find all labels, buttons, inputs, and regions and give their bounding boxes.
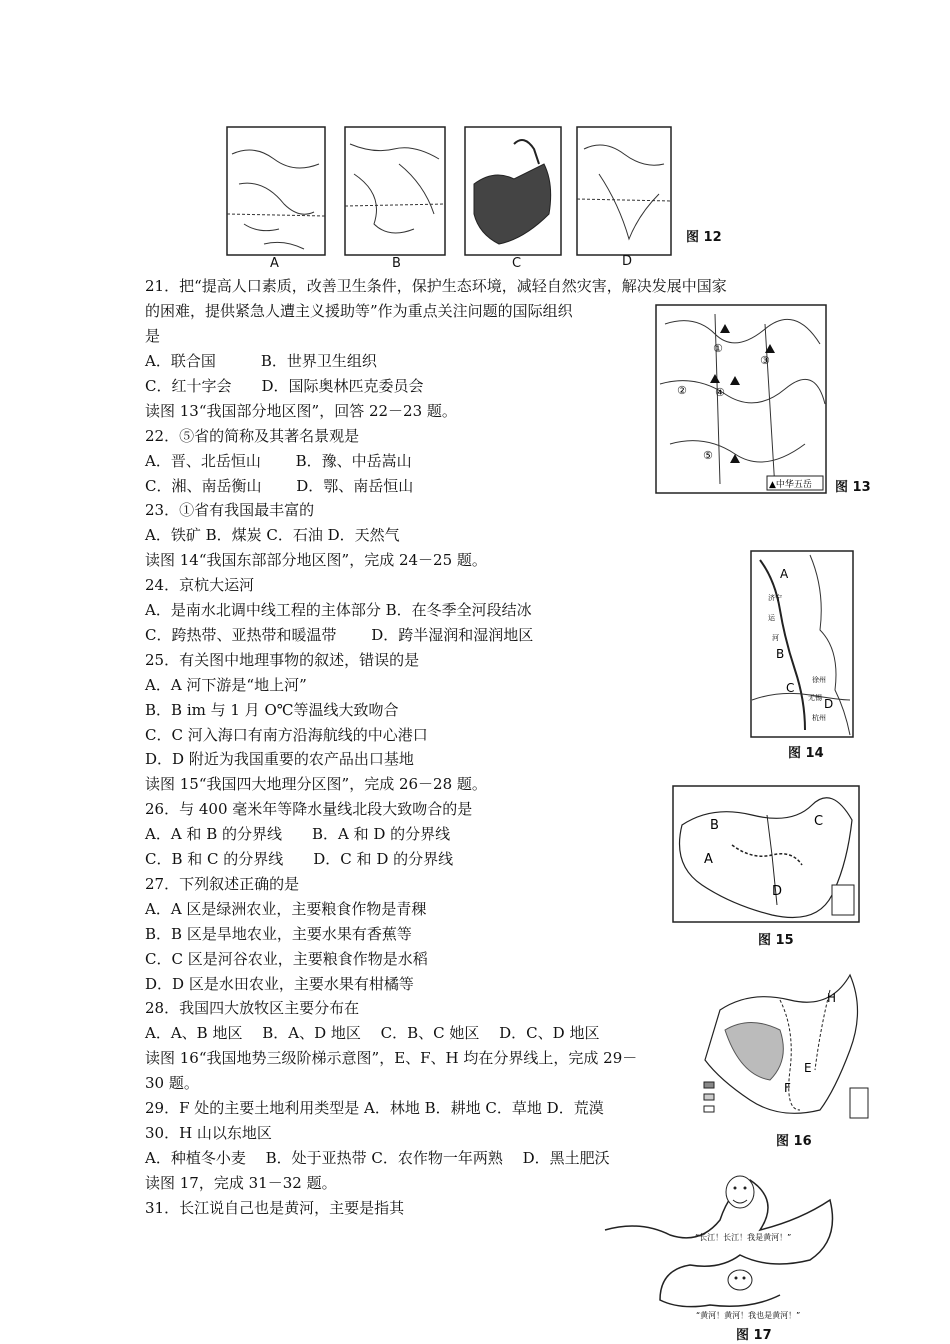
text-line-34: 29．F 处的主要土地利用类型是 A．林地 B．耕地 C．草地 D．荒漠 [145,1099,604,1117]
figure-13-num-1: ① [713,342,723,355]
figure-13-num-4: ④ [715,386,725,399]
text-line-21: 读图 15“我国四大地理分区图”，完成 26－28 题。 [145,775,487,793]
figure-12-label-a: A [270,256,279,271]
figure-14-place-wuxi: 无锡 [808,694,822,702]
text-line-37: 读图 17，完成 31－32 题。 [145,1174,337,1192]
figure-17-speech-bottom: “黄河！黄河！我也是黄河！” [696,1311,801,1320]
text-line-25: 27．下列叙述正确的是 [145,875,300,893]
figure-12-label-b: B [392,256,401,271]
figure-13-caption: 图 13 [835,480,871,495]
figure-14-place-hangzhou: 杭州 [812,714,826,722]
figure-16-caption: 图 16 [776,1134,812,1149]
text-line-07: 22．⑤省的简称及其著名景观是 [145,427,360,445]
figure-14-letter-a: A [780,567,789,581]
figure-13-num-5: ⑤ [703,449,713,462]
figure-16-map [700,970,870,1126]
text-line-17: A．A 河下游是“地上河” [145,676,307,694]
figure-13-map [655,304,827,494]
text-line-06: 读图 13“我国部分地区图”，回答 22－23 题。 [145,402,457,420]
figure-12-caption: 图 12 [686,230,722,245]
figure-14-place-he: 河 [772,634,779,642]
text-line-20: D．D 附近为我国重要的农产品出口基地 [145,750,414,768]
text-line-28: C．C 区是河谷农业，主要粮食作物是水稻 [145,950,428,968]
figure-14-place-jining: 济宁 [768,594,782,602]
text-line-32: 读图 16“我国地势三级阶梯示意图”，E、F、H 均在分界线上，完成 29－ [145,1049,638,1067]
figure-13-num-3: ③ [760,354,770,367]
text-line-05: C．红十字会 D．国际奥林匹克委员会 [145,377,424,395]
text-line-12: 读图 14“我国东部部分地区图”，完成 24－25 题。 [145,551,487,569]
text-line-19: C．C 河入海口有南方沿海航线的中心港口 [145,726,428,744]
figure-13-num-2: ② [677,384,687,397]
text-line-36: A．种植冬小麦 B．处于亚热带 C．农作物一年两熟 D．黑土肥沃 [145,1149,610,1167]
text-line-18: B．B im 与 1 月 O℃等温线大致吻合 [145,701,399,719]
text-line-22: 26．与 400 毫米年等降水量线北段大致吻合的是 [145,800,473,818]
figure-17-caption: 图 17 [736,1328,772,1343]
text-line-01: 21．把“提高人口素质，改善卫生条件，保护生态环境，减轻自然灾害，解决发展中国家 [145,277,727,295]
text-line-14: A．是南水北调中线工程的主体部分 B．在冬季全河段结冰 [145,601,532,619]
figure-16-letter-h: H [827,991,837,1005]
figure-12-maps [224,124,724,272]
figure-15-map [672,785,860,923]
figure-17-cartoon [600,1160,850,1320]
figure-15 [672,785,862,947]
figure-14-letter-d: D [824,697,834,711]
figure-15-letter-d: D [772,884,783,899]
figure-14-caption: 图 14 [788,746,824,761]
figure-12-label-d: D [622,254,633,269]
figure-12 [224,124,724,272]
figure-14-letter-b: B [776,647,785,661]
text-line-38: 31．长江说自己也是黄河，主要是指其 [145,1199,405,1217]
figure-17 [600,1160,850,1344]
figure-14-map [750,550,854,740]
text-line-29: D．D 区是水田农业，主要水果有柑橘等 [145,975,414,993]
text-line-13: 24．京杭大运河 [145,576,255,594]
figure-14 [750,550,860,760]
figure-15-letter-a: A [704,852,713,867]
text-line-02: 的困难，提供紧急人遭主义援助等”作为重点关注问题的国际组织 [145,302,573,320]
text-line-11: A．铁矿 B．煤炭 C．石油 D．天然气 [145,526,400,544]
text-line-35: 30．H 山以东地区 [145,1124,272,1142]
figure-16-letter-e: E [804,1061,812,1075]
figure-13-legend: ▲中华五岳 [769,480,812,490]
text-line-23: A．A 和 B 的分界线 B．A 和 D 的分界线 [145,825,451,843]
figure-14-place-yun: 运 [768,614,775,622]
text-line-24: C．B 和 C 的分界线 D．C 和 D 的分界线 [145,850,454,868]
figure-15-letter-c: C [814,814,824,829]
text-line-27: B．B 区是旱地农业，主要水果有香蕉等 [145,925,412,943]
figure-15-caption: 图 15 [758,933,794,948]
figure-16 [700,970,872,1150]
text-line-26: A．A 区是绿洲农业，主要粮食作物是青稞 [145,900,427,918]
figure-17-speech-top: “长江！长江！我是黄河！” [695,1233,792,1242]
text-line-15: C．跨热带、亚热带和暖温带 D．跨半湿润和湿润地区 [145,626,534,644]
text-line-08: A．晋、北岳恒山 B．豫、中岳嵩山 [145,452,412,470]
text-line-30: 28．我国四大放牧区主要分布在 [145,999,360,1017]
text-line-33: 30 题。 [145,1074,199,1092]
figure-14-letter-c: C [786,681,795,695]
text-line-09: C．湘、南岳衡山 D．鄂、南岳恒山 [145,477,414,495]
text-line-31: A．A、B 地区 B．A、D 地区 C．B、C 她区 D．C、D 地区 [145,1024,600,1042]
figure-14-place-xuzhou: 徐州 [812,676,826,684]
text-line-04: A．联合国 B．世界卫生组织 [145,352,377,370]
text-line-03: 是 [145,327,161,345]
figure-16-letter-f: F [784,1081,791,1095]
text-line-10: 23．①省有我国最丰富的 [145,501,315,519]
figure-15-letter-b: B [710,818,719,833]
figure-13 [655,304,875,496]
text-line-16: 25．有关图中地理事物的叙述，错误的是 [145,651,420,669]
figure-12-label-c: C [512,256,522,271]
